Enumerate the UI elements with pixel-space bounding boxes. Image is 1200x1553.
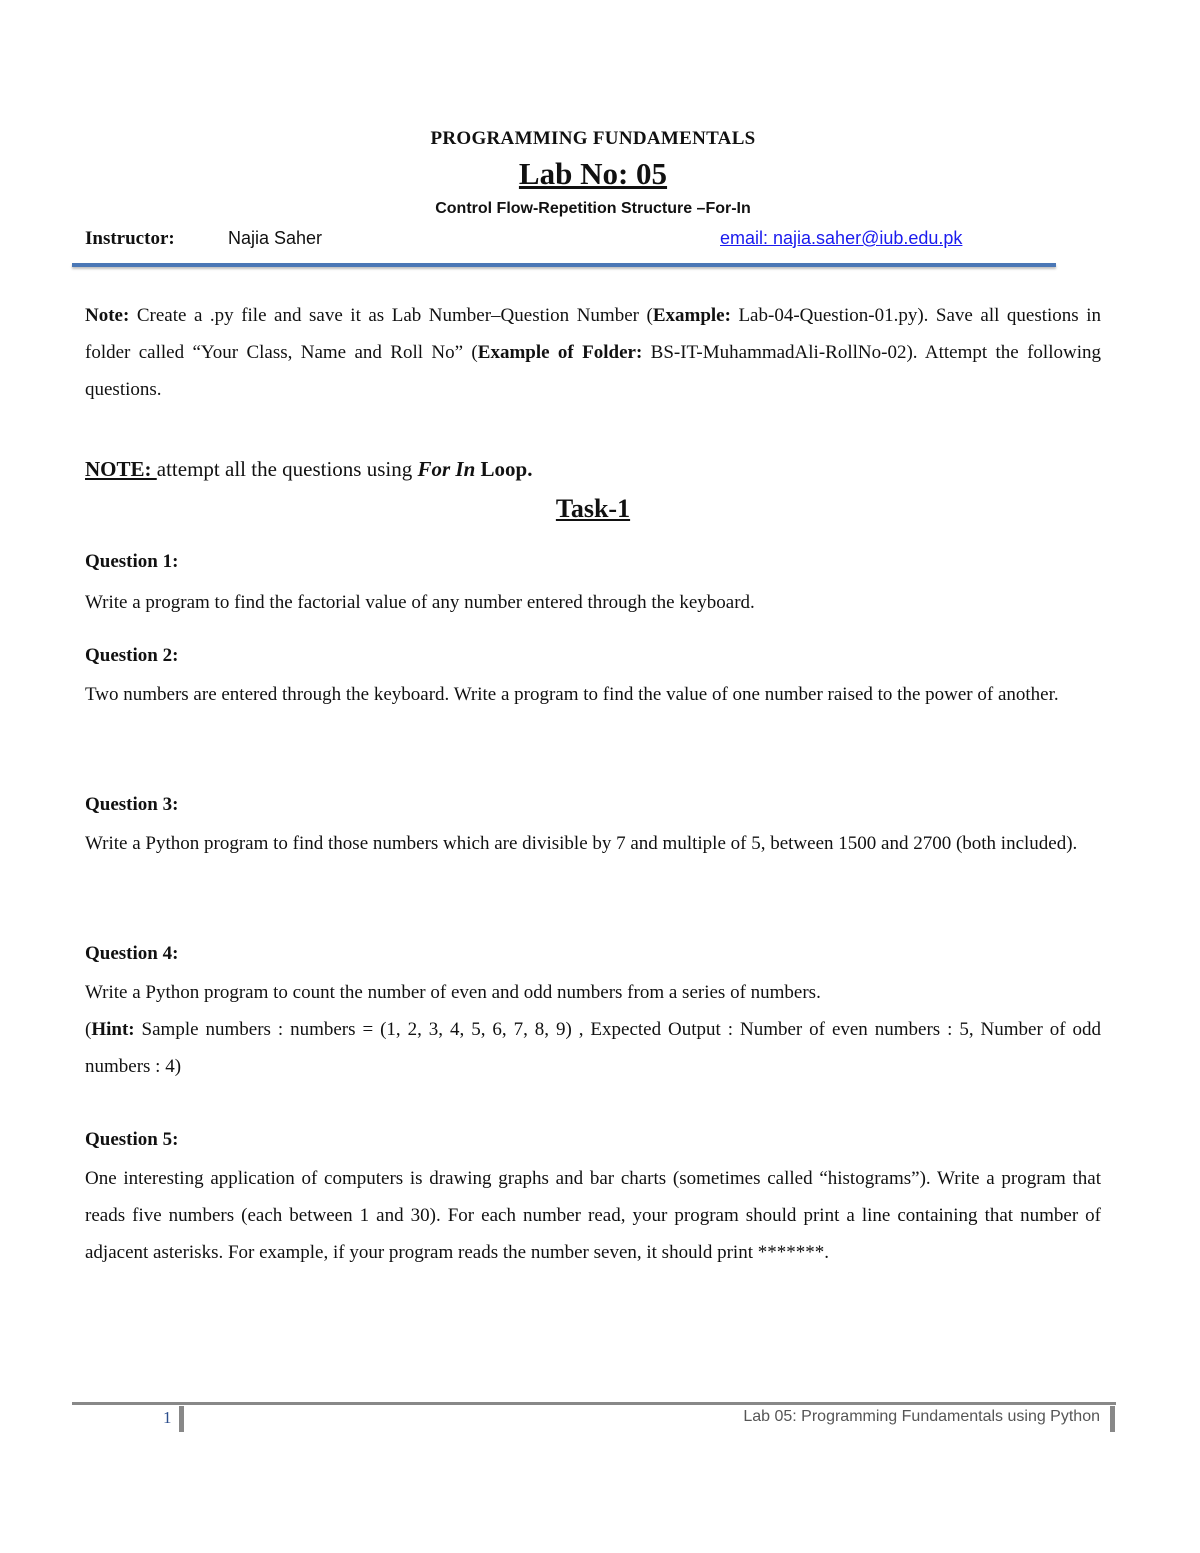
instructor-email-link[interactable]: email: najia.saher@iub.edu.pk [720,228,963,248]
question-1-text [85,584,1101,621]
instructor-label: Instructor: [85,228,175,249]
footer-text: Lab 05: Programming Fundamentals using Python [743,1408,1100,1425]
question-5-title: Question 5: [85,1129,179,1150]
note-folder-label: Example of Folder: [477,342,643,363]
course-title: PROGRAMMING FUNDAMENTALS [430,128,756,149]
note-text-1: Create a .py file and save it as Lab Number–Question Number ( [129,305,653,326]
loop-note-text: attempt all the questions using [156,457,418,481]
question-4-text [85,974,1101,1085]
question-1-title: Question 1: [85,551,179,572]
footer-bar-left [179,1406,184,1432]
question-5-text [85,1160,1101,1271]
lab-number: Lab No: 05 [518,156,668,191]
question-3-body: Write a Python program to find those numbers which are divisible by 7 and multiple of 5, between 1500 and 2700 (both included). [85,833,1078,854]
page-number: 1 [163,1408,172,1427]
question-4-title: Question 4: [85,943,179,964]
question-3-text [85,825,1101,862]
lab-topic: Control Flow-Repetition Structure –For-In [435,200,751,217]
question-2-body: Two numbers are entered through the keyboard. Write a program to find the value of one number raised to the power of another. [85,684,1059,705]
note-text-3: BS-IT-MuhammadAli-RollNo-02). Attempt the following questions. [85,342,1101,400]
note-example-label: Example: [652,305,731,326]
note-text-2: Lab-04-Question-01.py). Save all questions in folder called “Your Class, Name and Roll No” ( [85,305,1101,363]
loop-note-end: Loop. [475,457,533,481]
question-4-body: Write a Python program to count the number of even and odd numbers from a series of numbers. [85,982,821,1003]
question-4-hint: (Hint: Sample numbers : numbers = (1, 2, 3, 4, 5, 6, 7, 8, 9) , Expected Output : Number of even numbers : 5, Number of odd numbers : 4) [85,1019,1101,1077]
loop-note-label: NOTE: [85,457,157,481]
task-heading: Task-1 [555,494,631,523]
hint-text: Sample numbers : numbers = (1, 2, 3, 4, 5, 6, 7, 8, 9) , Expected Output : Number of even numbers : 5, Number of odd numbers : 4) [85,1019,1101,1077]
question-3-title: Question 3: [85,794,179,815]
question-5-body: One interesting application of computers is drawing graphs and bar charts (sometimes called “histograms”). Write a program that reads five numbers (each between 1 and 30). For each number read, your program should print a line containing that number of adjacent asterisks. For example, if your program reads the number seven, it should print *******. [85,1168,1101,1263]
header-divider [72,263,1056,267]
instructor-name: Najia Saher [228,228,323,248]
instructions-note [85,297,1101,408]
note-label: Note: [85,305,130,326]
footer-bar-right [1110,1406,1115,1432]
question-2-text [85,676,1101,713]
hint-label: Hint: [91,1019,135,1040]
loop-note [85,451,1101,488]
footer-divider [72,1402,1116,1405]
question-1-body: Write a program to find the factorial value of any number entered through the keyboard. [85,592,755,613]
loop-note-loop-name: For In [417,457,476,481]
question-2-title: Question 2: [85,645,179,666]
